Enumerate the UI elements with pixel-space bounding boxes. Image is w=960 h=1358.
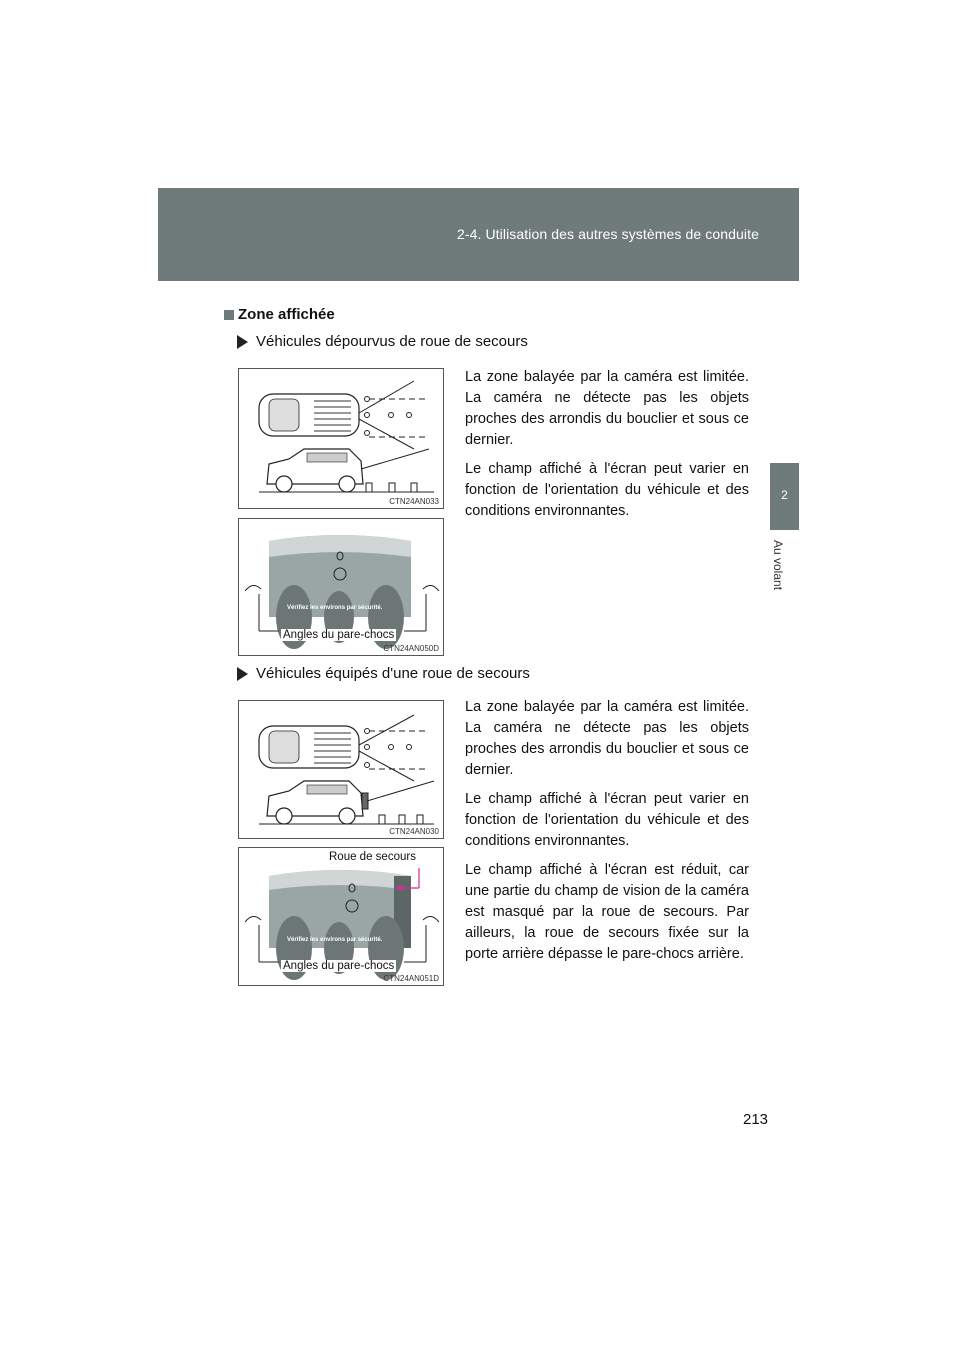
chapter-title: 2-4. Utilisation des autres systèmes de conduite [456, 226, 759, 242]
car-top-view-icon [259, 394, 359, 436]
figure-spare-camera-zone [238, 700, 444, 839]
paragraph: La zone balayée par la caméra est limitée. La caméra ne détecte pas les objets proches des arrondis du bouclier et sous ce dernier. [465, 369, 749, 448]
camera-zone-diagram [239, 369, 444, 509]
section-title: Zone affichée [238, 306, 335, 323]
variant-1-bullet [237, 333, 528, 350]
figure-no-spare-camera-zone [238, 368, 444, 509]
page-number: 213 [743, 1111, 769, 1128]
variant-2-title: Véhicules équipés d'une roue de secours [256, 665, 530, 682]
paragraph: Le champ affiché à l'écran peut varier en fonction de l'orientation du véhicule et des conditions environnantes. [465, 461, 749, 519]
triangle-bullet-icon [237, 335, 248, 349]
spare-wheel-label: Roue de secours [329, 851, 416, 863]
figure-code: CTN24AN030 [389, 827, 439, 836]
paragraph: Le champ affiché à l'écran est réduit, car une partie du champ de vision de la caméra est masqué par la roue de secours. Par ailleurs, la roue de secours fixée sur la porte arrière dépasse le pare-chocs arrière. [465, 862, 749, 962]
figure-code: CTN24AN050D [383, 644, 439, 653]
screen-warning-text: Vérifiez les environs par sécurité. [287, 605, 383, 611]
section-heading [224, 306, 335, 323]
bumper-corners-label: Angles du pare-chocs [283, 960, 395, 972]
bumper-corners-label: Angles du pare-chocs [283, 629, 395, 641]
car-top-view-icon [259, 726, 359, 768]
variant-1-text [465, 367, 749, 530]
chapter-side-label [773, 540, 797, 610]
chapter-header [158, 188, 799, 281]
variant-2-text [465, 697, 749, 973]
triangle-bullet-icon [237, 667, 248, 681]
figure-code: CTN24AN051D [383, 974, 439, 983]
figure-spare-screen [238, 847, 444, 986]
camera-zone-diagram [239, 701, 444, 839]
chapter-side-tab [770, 463, 799, 530]
chapter-number: 2 [781, 488, 788, 502]
car-side-view-icon [267, 449, 363, 492]
variant-2-bullet [237, 665, 530, 682]
paragraph: La zone balayée par la caméra est limitée. La caméra ne détecte pas les objets proches des arrondis du bouclier et sous ce dernier. [465, 699, 749, 778]
screen-warning-text: Vérifiez les environs par sécurité. [287, 937, 383, 943]
paragraph: Le champ affiché à l'écran peut varier en fonction de l'orientation du véhicule et des conditions environnantes. [465, 791, 749, 849]
square-bullet-icon [224, 310, 234, 320]
chapter-side-label-text: Au volant [771, 540, 785, 591]
car-side-view-icon [267, 781, 368, 824]
variant-1-title: Véhicules dépourvus de roue de secours [256, 333, 528, 350]
figure-no-spare-screen [238, 518, 444, 656]
figure-code: CTN24AN033 [389, 497, 439, 506]
